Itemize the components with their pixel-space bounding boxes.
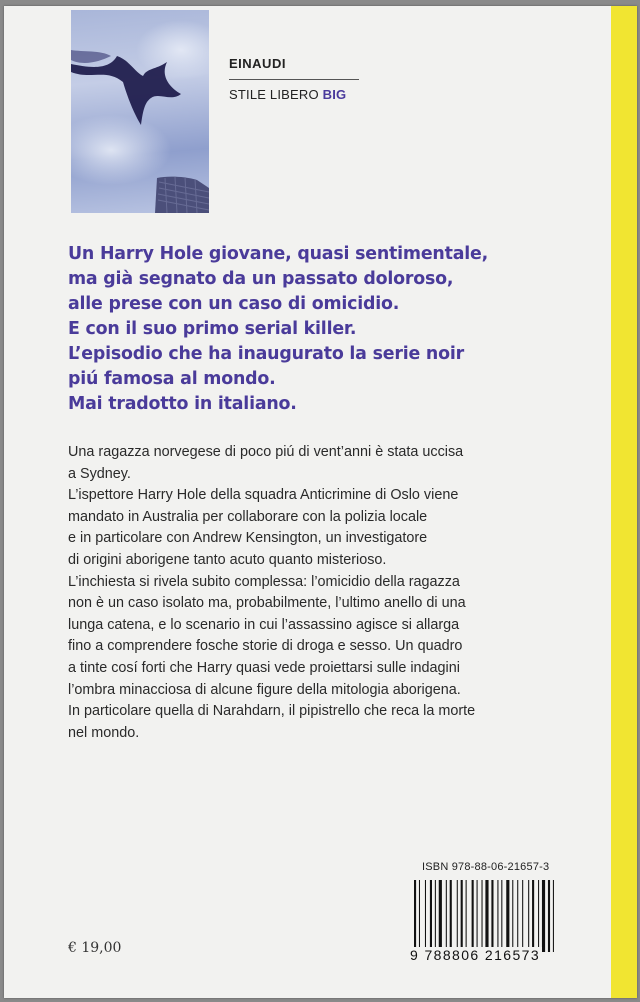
barcode-bar bbox=[517, 880, 518, 952]
barcode-bar bbox=[425, 880, 426, 952]
brand-divider bbox=[229, 79, 359, 80]
blurb-line: Un Harry Hole giovane, quasi sentimentale, bbox=[68, 244, 489, 264]
barcode-bar bbox=[532, 880, 534, 952]
barcode-bar bbox=[450, 880, 452, 952]
blurb-line: ma già segnato da un passato doloroso, bbox=[68, 269, 454, 289]
barcode-bar bbox=[457, 880, 458, 952]
barcode-bar bbox=[477, 880, 478, 952]
series-name bbox=[229, 87, 359, 102]
isbn-barcode bbox=[412, 880, 560, 952]
synopsis-line: l’ombra minacciosa di alcune figure della mitologia aborigena. bbox=[68, 681, 461, 698]
barcode-bar bbox=[528, 880, 529, 952]
publisher-brand bbox=[229, 56, 359, 102]
barcode-bar bbox=[491, 880, 493, 952]
barcode-bar bbox=[435, 880, 436, 952]
synopsis-line: L’inchiesta si rivela subito complessa: l’omicidio della ragazza bbox=[68, 573, 460, 590]
barcode-digits: 9 788806 216573 bbox=[410, 947, 540, 963]
barcode-bar bbox=[430, 880, 432, 952]
blurb-tagline bbox=[68, 242, 588, 417]
synopsis-line: a Sydney. bbox=[68, 465, 131, 482]
barcode-bar bbox=[472, 880, 474, 952]
series-prefix: STILE LIBERO bbox=[229, 87, 319, 102]
blurb-line: E con il suo primo serial killer. bbox=[68, 319, 357, 339]
synopsis-line: mandato in Australia per collaborare con la polizia locale bbox=[68, 508, 428, 525]
barcode-bar bbox=[553, 880, 554, 952]
synopsis-line: non è un caso isolato ma, probabilmente, l’ultimo anello di una bbox=[68, 595, 466, 612]
barcode-bar bbox=[485, 880, 488, 952]
cover-photo-bat-over-opera-house bbox=[71, 10, 209, 213]
barcode-bar bbox=[419, 880, 420, 952]
barcode-bar bbox=[446, 880, 447, 952]
barcode-bar bbox=[538, 880, 539, 952]
barcode-bar bbox=[439, 880, 442, 952]
synopsis-line: Una ragazza norvegese di poco piú di vent’anni è stata uccisa bbox=[68, 444, 464, 460]
synopsis-line: L’ispettore Harry Hole della squadra Anticrimine di Oslo viene bbox=[68, 487, 459, 504]
blurb-line: Mai tradotto in italiano. bbox=[68, 394, 297, 414]
blurb-line: piú famosa al mondo. bbox=[68, 369, 276, 389]
series-suffix: BIG bbox=[322, 87, 347, 102]
synopsis-line: di origini aborigene tanto acuto quanto misterioso. bbox=[68, 551, 387, 568]
yellow-spine-edge bbox=[611, 6, 637, 998]
isbn-label: ISBN 978-88-06-21657-3 bbox=[422, 861, 550, 873]
book-back-cover bbox=[4, 6, 637, 998]
barcode-bar bbox=[522, 880, 523, 952]
barcode-bar bbox=[512, 880, 513, 952]
synopsis-line: In particolare quella di Narahdarn, il pipistrello che reca la morte bbox=[68, 703, 476, 720]
synopsis-line: fino a comprendere fosche storie di droga e sesso. Un quadro bbox=[68, 638, 463, 655]
synopsis-text bbox=[68, 442, 588, 744]
blurb-line: alle prese con un caso di omicidio. bbox=[68, 294, 400, 314]
barcode-bar bbox=[506, 880, 509, 952]
publisher-name: EINAUDI bbox=[229, 56, 286, 71]
synopsis-line: a tinte cosí forti che Harry quasi vede proiettarsi sulle indagini bbox=[68, 659, 460, 676]
synopsis-line: nel mondo. bbox=[68, 724, 140, 741]
barcode-bar bbox=[482, 880, 483, 952]
barcode-bar bbox=[548, 880, 550, 952]
barcode-bar bbox=[542, 880, 545, 952]
barcode-bar bbox=[466, 880, 467, 952]
barcode-bar bbox=[414, 880, 416, 952]
barcode-bar bbox=[461, 880, 463, 952]
synopsis-line: lunga catena, e lo scenario in cui l’assassino agisce si allarga bbox=[68, 616, 460, 633]
price-label: € 19,00 bbox=[68, 940, 122, 956]
synopsis-line: e in particolare con Andrew Kensington, un investigatore bbox=[68, 530, 428, 547]
blurb-line: L’episodio che ha inaugurato la serie noir bbox=[68, 344, 464, 364]
bat-silhouette-illustration bbox=[71, 10, 209, 213]
barcode-bar bbox=[497, 880, 498, 952]
barcode-bar bbox=[501, 880, 502, 952]
